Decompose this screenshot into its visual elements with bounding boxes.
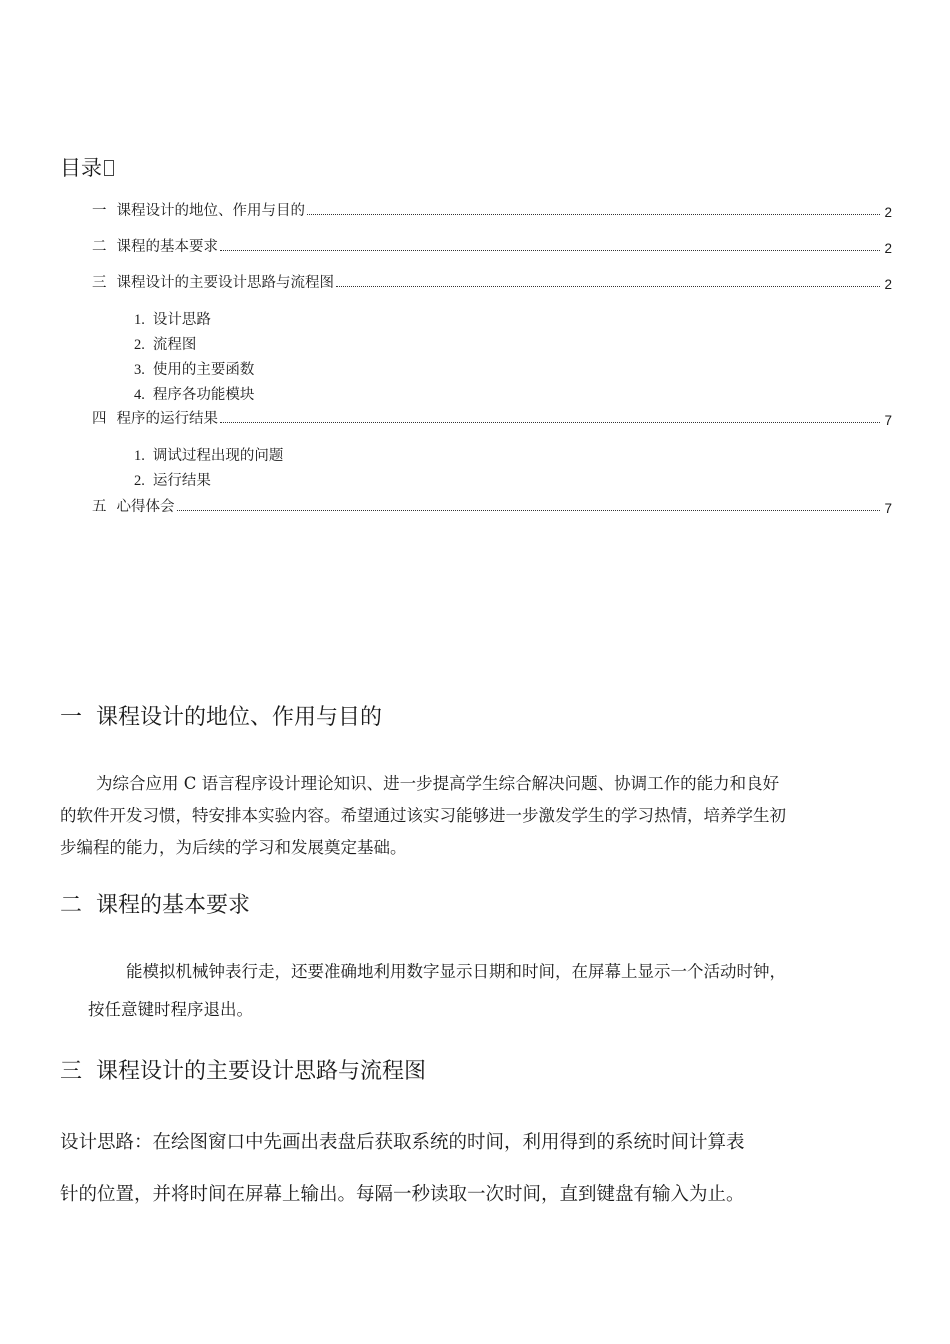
toc-entry[interactable]: 五 心得体会 7 <box>92 496 892 516</box>
toc-entry-label: 课程设计的地位、作用与目的 <box>116 203 305 219</box>
toc-entry[interactable]: 二 课程的基本要求 2 <box>92 236 892 256</box>
missing-glyph-icon <box>104 160 114 176</box>
paragraph-line: 按任意键时程序退出。 <box>88 1000 253 1019</box>
paragraph-line: 的软件开发习惯，特安排本实验内容。希望通过该实习能够进一步激发学生的学习热情，培养学生初 <box>60 806 786 825</box>
section-heading: 一 课程设计的地位、作用与目的 <box>60 705 383 730</box>
paragraph-line: 能模拟机械钟表行走，还要准确地利用数字显示日期和时间，在屏幕上显示一个活动时钟， <box>126 962 786 981</box>
toc-entry-label: 程序的运行结果 <box>116 411 218 427</box>
toc-entry-label: 课程的基本要求 <box>116 239 218 255</box>
section-heading: 二 课程的基本要求 <box>60 893 251 918</box>
toc-leader <box>220 422 880 423</box>
toc-subentry[interactable]: 1. 调试过程出现的问题 <box>134 448 284 464</box>
toc-title: 目录 <box>60 152 114 182</box>
paragraph-line: 针的位置，并将时间在屏幕上输出。每隔一秒读取一次时间，直到键盘有输入为止。 <box>60 1184 745 1205</box>
toc-subentry[interactable]: 1. 设计思路 <box>134 312 211 328</box>
toc-entry[interactable]: 三 课程设计的主要设计思路与流程图 2 <box>92 272 892 292</box>
paragraph-line: 步编程的能力，为后续的学习和发展奠定基础。 <box>60 838 407 857</box>
toc-leader <box>307 214 880 215</box>
toc-subentry[interactable]: 4. 程序各功能模块 <box>134 387 255 403</box>
toc-page-number: 2 <box>884 241 892 256</box>
toc-entry-label: 心得体会 <box>116 499 175 515</box>
paragraph-line: 为综合应用 C 语言程序设计理论知识、进一步提高学生综合解决问题、协调工作的能力和良好 <box>96 774 780 793</box>
section-heading: 三 课程设计的主要设计思路与流程图 <box>60 1059 427 1084</box>
toc-leader <box>177 510 881 511</box>
toc-subentry[interactable]: 2. 流程图 <box>134 337 197 353</box>
paragraph-line: 设计思路：在绘图窗口中先画出表盘后获取系统的时间，利用得到的系统时间计算表 <box>60 1132 745 1153</box>
toc-page-number: 7 <box>884 413 892 428</box>
toc-entry[interactable]: 一 课程设计的地位、作用与目的 2 <box>92 200 892 220</box>
toc-leader <box>336 286 880 287</box>
toc-page-number: 7 <box>884 501 892 516</box>
toc-entry-label: 课程设计的主要设计思路与流程图 <box>116 275 334 291</box>
toc-subentry[interactable]: 3. 使用的主要函数 <box>134 362 255 378</box>
toc-page-number: 2 <box>884 277 892 292</box>
toc-page-number: 2 <box>884 205 892 220</box>
toc-subentry[interactable]: 2. 运行结果 <box>134 473 211 489</box>
toc-leader <box>220 250 880 251</box>
toc-entry[interactable]: 四 程序的运行结果 7 <box>92 408 892 428</box>
